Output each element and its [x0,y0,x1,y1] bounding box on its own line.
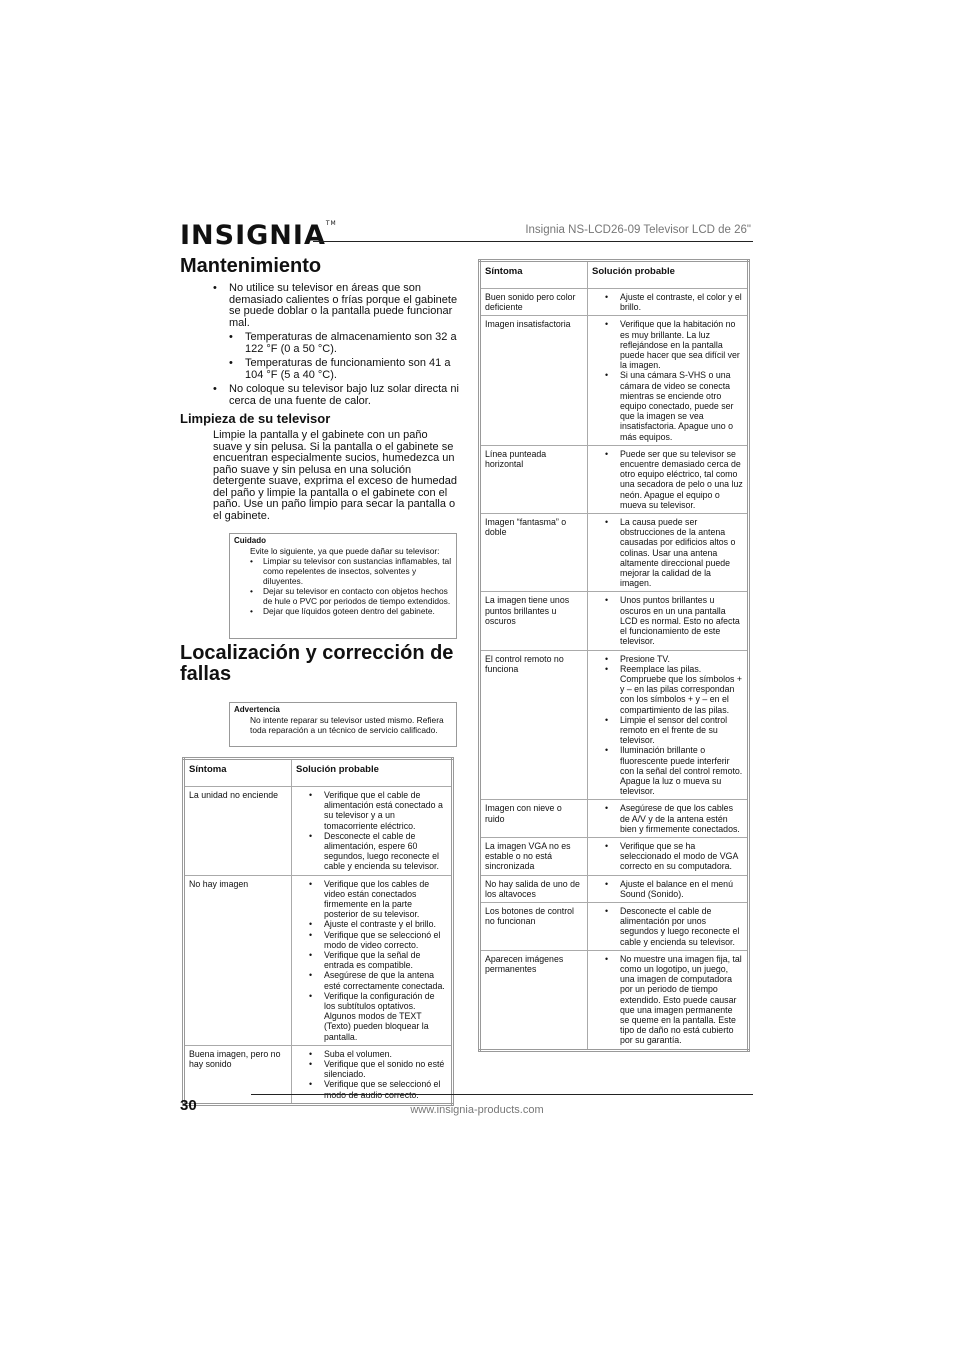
warning-text: No intente reparar su televisor usted mismo. Refiera toda reparación a un técnico de servicio calificado. [250,715,444,735]
table-row [184,1045,453,1104]
list-item: • Verifique que se seleccionó el modo de audio correcto. [309,1079,447,1099]
insignia-logo [180,220,337,251]
solution-cell [588,875,749,902]
warning-title: Advertencia [234,705,280,714]
solution-cell [588,316,749,445]
solution-list [592,319,743,441]
symptom-cell: No hay imagen [184,875,292,1045]
maintenance-list [213,283,459,410]
solution-list [592,292,743,312]
list-item: • Limpiar su televisor con sustancias inflamables, tal como repelentes de insectos, solventes y diluyentes. [250,556,452,586]
table-row [480,316,749,445]
troubleshooting-table-left [182,757,454,1106]
cleaning-heading: Limpieza de su televisor [180,411,331,426]
solution-list [296,1049,447,1100]
page-number: 30 [180,1097,197,1114]
symptom-cell: Línea punteada horizontal [480,445,588,513]
symptom-cell: Imagen con nieve o ruido [480,800,588,838]
symptom-cell: Buen sonido pero color deficiente [480,289,588,316]
solution-cell [588,837,749,875]
caution-title: Cuidado [234,536,266,545]
solution-cell [292,875,453,1045]
symptom-cell: La imagen tiene unos puntos brillantes u oscuros [480,592,588,650]
maintenance-heading: Mantenimiento [180,255,322,277]
list-item: • Ajuste el contraste y el brillo. [309,919,447,929]
solution-list [592,449,743,510]
list-item: • Ajuste el balance en el menú Sound (Sonido). [605,879,743,899]
table-row [184,875,453,1045]
caution-note [229,533,457,639]
list-item: • Temperaturas de almacenamiento son 32 a 122 °F (0 a 50 °C). [229,332,459,355]
table-row [480,592,749,650]
caution-intro: Evite lo siguiente, ya que puede dañar su televisor: [250,546,440,556]
cleaning-paragraph: Limpie la pantalla y el gabinete con un paño suave y sin pelusa. Si la pantalla o el gabinete se encuentran especialmente sucios, humedezca un paño suave y sin pelusa en una solución detergente suave, exprima el exceso de humedad del paño y limpie la pantalla o el gabinete con el paño. Use un paño limpio para secar la pantalla o el gabinete. [213,429,457,522]
list-item: • Presione TV. [605,654,743,664]
list-item: • No utilice su televisor en áreas que son demasiado calientes o frías porque el gabinete se puede doblar o la pantalla puede funcionar mal. • Temperaturas de almacenamiento son 32 a 122 °F (0 a 50 °C). • Temperaturas de funcionamiento son 41 a 104 °F (5 a 40 °C). [213,283,459,381]
symptom-cell: No hay salida de uno de los altavoces [480,875,588,902]
list-item: • Puede ser que su televisor se encuentre demasiado cerca de otro equipo eléctrico, tal como una secadora de pelo o una luz neón. Apague el equipo o mueva su televisor. [605,449,743,510]
list-item: • No coloque su televisor bajo luz solar directa ni cerca de una fuente de calor. [213,384,459,407]
list-item: • La causa puede ser obstrucciones de la antena causadas por edificios altos o colinas. Usar una antena altamente direccional puede mejorar la calidad de la imagen. [605,517,743,588]
list-item: • Desconecte el cable de alimentación por unos segundos y luego reconecte el cable y encienda su televisor. [605,906,743,947]
list-item: • Suba el volumen. [309,1049,447,1059]
symptom-cell: La unidad no enciende [184,787,292,876]
list-item: • Temperaturas de funcionamiento son 41 a 104 °F (5 a 40 °C). [229,358,459,381]
caution-list [234,556,452,616]
symptom-cell: Buena imagen, pero no hay sonido [184,1045,292,1104]
symptom-cell: La imagen VGA no es estable o no está sincronizada [480,837,588,875]
list-item: • No muestre una imagen fija, tal como un logotipo, un juego, una imagen de computadora por un periodo de tiempo extendido. Esto puede causar que una imagen permanente se queme en la pantalla. Este tipo de daño no está cubierto por su garantía. [605,954,743,1046]
symptom-cell: Los botones de control no funcionan [480,902,588,950]
list-item: • Verifique que los cables de video están conectados firmemente en la parte posterior de su televisor. [309,879,447,920]
list-item: • Asegúrese de que los cables de A/V y de la antena estén bien y firmemente conectados. [605,803,743,834]
solution-list [592,595,743,646]
symptom-cell: Imagen insatisfactoria [480,316,588,445]
list-item: • Verifique que el sonido no esté silenciado. [309,1059,447,1079]
logo-trademark: TM [325,220,337,227]
table-row [480,837,749,875]
symptom-header: Síntoma [184,759,292,787]
solution-list [592,906,743,947]
solution-header: Solución probable [292,759,453,787]
header-divider [313,241,753,242]
solution-list [592,803,743,834]
solution-cell [588,650,749,800]
troubleshooting-table-right [478,259,750,1052]
symptom-cell: Aparecen imágenes permanentes [480,950,588,1050]
solution-list [592,954,743,1046]
solution-list [592,879,743,899]
table-row [480,514,749,592]
table-row [480,875,749,902]
list-item: • Dejar su televisor en contacto con objetos hechos de hule o PVC por periodos de tiempo extendidos. [250,586,452,606]
list-item: • Unos puntos brillantes u oscuros en un una pantalla LCD es normal. Esto no afecta el funcionamiento de este televisor. [605,595,743,646]
table-row [480,445,749,513]
logo-text: INSIGNIA [180,220,326,251]
table-row [480,650,749,800]
list-item: • Limpie el sensor del control remoto en el frente de su televisor. [605,715,743,746]
list-item: • Verifique que se seleccionó el modo de video correcto. [309,930,447,950]
list-item: • Reemplace las pilas. Compruebe que los símbolos + y – en las pilas correspondan con los símbolos + y – en el compartimiento de las pilas. [605,664,743,715]
table-row [480,902,749,950]
list-item: • Ajuste el contraste, el color y el brillo. [605,292,743,312]
list-item: • Verifique que el cable de alimentación está conectado a su televisor y a un tomacorriente eléctrico. [309,790,447,831]
table-header-row [480,261,749,289]
troubleshooting-heading: Localización y corrección de fallas [180,642,454,685]
solution-list [592,654,743,797]
solution-cell [588,289,749,316]
list-item: • Verifique que se ha seleccionado el modo de VGA correcto en su computadora. [605,841,743,872]
table-row [480,950,749,1050]
solution-list [296,879,447,1042]
list-item: • Si una cámara S-VHS o una cámara de video se conecta mientras se enciende otro equipo conectado, puede ser que la imagen se vea insatisfactoria. Apague uno o más equipos. [605,370,743,441]
list-item: • Desconecte el cable de alimentación, espere 60 segundos, luego reconecte el cable y encienda su televisor. [309,831,447,872]
solution-cell [588,514,749,592]
symptom-header: Síntoma [480,261,588,289]
solution-list [592,517,743,588]
list-item: • Iluminación brillante o fluorescente puede interferir con la señal del control remoto. Apague la luz o mueva su televisor. [605,745,743,796]
list-item: • Verifique que la habitación no es muy brillante. La luz reflejándose en la pantalla puede hacer que sea difícil ver la imagen. [605,319,743,370]
solution-cell [588,950,749,1050]
table-row [480,289,749,316]
solution-header: Solución probable [588,261,749,289]
solution-list [592,841,743,872]
solution-cell [292,1045,453,1104]
footer-url: www.insignia-products.com [410,1104,544,1116]
warning-note [229,702,457,747]
header-title: Insignia NS-LCD26-09 Televisor LCD de 26" [525,224,751,236]
solution-cell [588,592,749,650]
solution-cell [588,445,749,513]
list-item: • Dejar que líquidos goteen dentro del gabinete. [250,606,452,616]
table-row [184,787,453,876]
table-header-row [184,759,453,787]
temperature-list [229,332,459,381]
symptom-cell: Imagen “fantasma” o doble [480,514,588,592]
list-item: • Verifique que la señal de entrada es compatible. [309,950,447,970]
solution-cell [292,787,453,876]
solution-cell [588,800,749,838]
symptom-cell: El control remoto no funciona [480,650,588,800]
list-item: • Verifique la configuración de los subtítulos optativos. Algunos modos de TEXT (Texto) pueden bloquear la pantalla. [309,991,447,1042]
solution-cell [588,902,749,950]
solution-list [296,790,447,872]
footer-divider [251,1094,753,1095]
list-item: • Asegúrese de que la antena esté correctamente conectada. [309,970,447,990]
table-row [480,800,749,838]
